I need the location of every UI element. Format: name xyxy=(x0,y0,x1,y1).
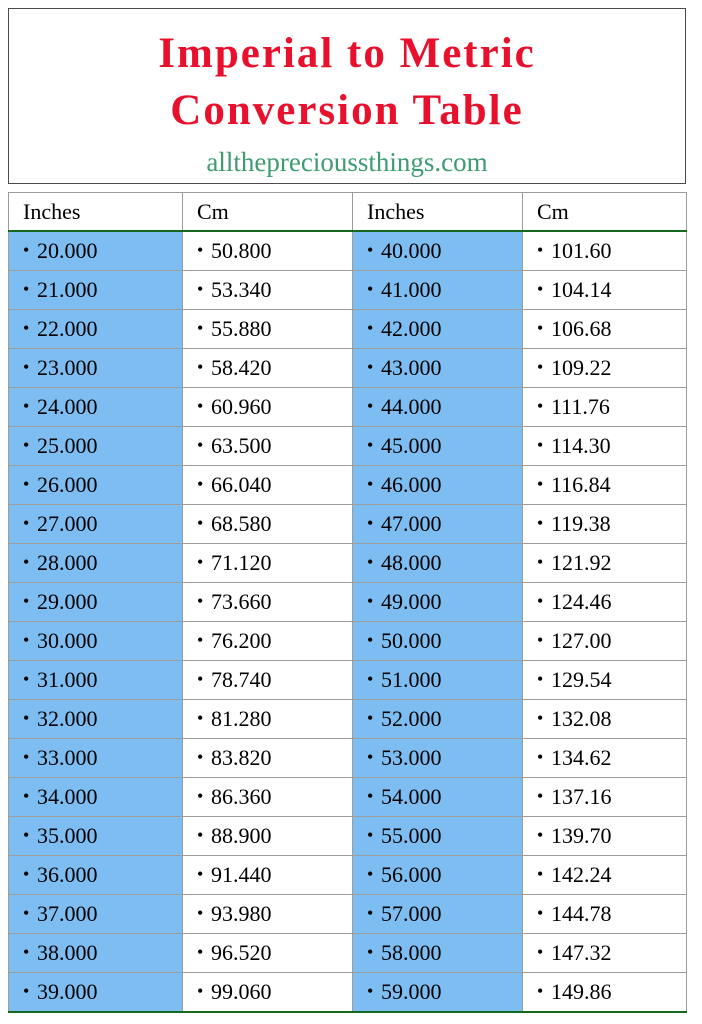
table-cell xyxy=(183,778,353,817)
bullet-icon: • xyxy=(537,513,544,533)
table-cell xyxy=(183,583,353,622)
title-header xyxy=(8,8,686,184)
table-cell xyxy=(183,505,353,544)
bullet-icon: • xyxy=(197,864,204,884)
table-cell xyxy=(9,661,183,700)
bullet-icon: • xyxy=(197,630,204,650)
table-cell xyxy=(9,310,183,349)
table-row xyxy=(9,310,687,349)
conversion-table xyxy=(8,192,687,1013)
cell-value: 54.000 xyxy=(381,784,442,809)
bullet-icon: • xyxy=(23,825,30,845)
table-cell xyxy=(523,349,687,388)
table-cell xyxy=(353,973,523,1013)
bullet-icon: • xyxy=(367,396,374,416)
table-cell xyxy=(9,700,183,739)
bullet-icon: • xyxy=(537,552,544,572)
bullet-icon: • xyxy=(367,708,374,728)
table-cell xyxy=(9,739,183,778)
table-cell xyxy=(183,700,353,739)
cell-value: 39.000 xyxy=(37,979,98,1004)
table-cell xyxy=(523,505,687,544)
table-cell xyxy=(9,778,183,817)
table-cell xyxy=(523,700,687,739)
table-cell xyxy=(353,310,523,349)
cell-value: 132.08 xyxy=(551,706,612,731)
cell-value: 142.24 xyxy=(551,862,612,887)
cell-value: 45.000 xyxy=(381,433,442,458)
table-cell xyxy=(523,466,687,505)
bullet-icon: • xyxy=(23,591,30,611)
cell-value: 25.000 xyxy=(37,433,98,458)
bullet-icon: • xyxy=(537,942,544,962)
table-cell xyxy=(183,895,353,934)
cell-value: 58.000 xyxy=(381,940,442,965)
cell-value: 20.000 xyxy=(37,238,98,263)
table-row xyxy=(9,856,687,895)
table-cell xyxy=(353,661,523,700)
bullet-icon: • xyxy=(367,318,374,338)
cell-value: 58.420 xyxy=(211,355,272,380)
table-cell xyxy=(523,544,687,583)
table-cell xyxy=(9,271,183,310)
bullet-icon: • xyxy=(537,786,544,806)
bullet-icon: • xyxy=(367,240,374,260)
cell-value: 137.16 xyxy=(551,784,612,809)
cell-value: 116.84 xyxy=(551,472,611,497)
table-row xyxy=(9,271,687,310)
cell-value: 47.000 xyxy=(381,511,442,536)
table-cell xyxy=(523,934,687,973)
bullet-icon: • xyxy=(197,318,204,338)
cell-value: 96.520 xyxy=(211,940,272,965)
bullet-icon: • xyxy=(197,591,204,611)
table-cell xyxy=(353,895,523,934)
cell-value: 127.00 xyxy=(551,628,612,653)
page-title-line-1 xyxy=(9,31,685,76)
table-row xyxy=(9,466,687,505)
table-cell xyxy=(9,349,183,388)
table-cell xyxy=(523,661,687,700)
bullet-icon: • xyxy=(537,825,544,845)
column-header-inches-2: Inches xyxy=(353,193,523,232)
table-cell xyxy=(9,817,183,856)
bullet-icon: • xyxy=(197,240,204,260)
table-cell xyxy=(183,349,353,388)
bullet-icon: • xyxy=(367,786,374,806)
table-cell xyxy=(9,856,183,895)
table-cell xyxy=(353,427,523,466)
table-cell xyxy=(183,271,353,310)
bullet-icon: • xyxy=(537,981,544,1001)
bullet-icon: • xyxy=(537,240,544,260)
cell-value: 32.000 xyxy=(37,706,98,731)
table-cell xyxy=(353,856,523,895)
table-cell xyxy=(9,544,183,583)
cell-value: 57.000 xyxy=(381,901,442,926)
bullet-icon: • xyxy=(197,669,204,689)
bullet-icon: • xyxy=(23,357,30,377)
cell-value: 104.14 xyxy=(551,277,612,302)
table-cell xyxy=(183,622,353,661)
cell-value: 60.960 xyxy=(211,394,272,419)
bullet-icon: • xyxy=(537,591,544,611)
bullet-icon: • xyxy=(537,669,544,689)
bullet-icon: • xyxy=(23,942,30,962)
bullet-icon: • xyxy=(537,474,544,494)
bullet-icon: • xyxy=(23,630,30,650)
cell-value: 35.000 xyxy=(37,823,98,848)
table-cell xyxy=(353,739,523,778)
table-cell xyxy=(353,388,523,427)
table-cell xyxy=(353,778,523,817)
bullet-icon: • xyxy=(23,279,30,299)
cell-value: 91.440 xyxy=(211,862,272,887)
bullet-icon: • xyxy=(537,279,544,299)
bullet-icon: • xyxy=(367,552,374,572)
bullet-icon: • xyxy=(537,747,544,767)
table-cell xyxy=(183,934,353,973)
bullet-icon: • xyxy=(197,825,204,845)
bullet-icon: • xyxy=(537,357,544,377)
table-cell xyxy=(353,349,523,388)
cell-value: 24.000 xyxy=(37,394,98,419)
cell-value: 22.000 xyxy=(37,316,98,341)
cell-value: 73.660 xyxy=(211,589,272,614)
cell-value: 124.46 xyxy=(551,589,612,614)
cell-value: 144.78 xyxy=(551,901,612,926)
cell-value: 34.000 xyxy=(37,784,98,809)
table-row xyxy=(9,388,687,427)
cell-value: 49.000 xyxy=(381,589,442,614)
bullet-icon: • xyxy=(537,435,544,455)
cell-value: 50.800 xyxy=(211,238,272,263)
cell-value: 48.000 xyxy=(381,550,442,575)
table-cell xyxy=(523,310,687,349)
table-row xyxy=(9,505,687,544)
bullet-icon: • xyxy=(197,357,204,377)
column-header-cm-1: Cm xyxy=(183,193,353,232)
cell-value: 134.62 xyxy=(551,745,612,770)
table-cell xyxy=(9,231,183,271)
cell-value: 81.280 xyxy=(211,706,272,731)
table-cell xyxy=(353,231,523,271)
cell-value: 28.000 xyxy=(37,550,98,575)
table-cell xyxy=(523,583,687,622)
table-cell xyxy=(9,583,183,622)
cell-value: 109.22 xyxy=(551,355,612,380)
table-row xyxy=(9,739,687,778)
table-cell xyxy=(9,388,183,427)
table-cell xyxy=(183,388,353,427)
bullet-icon: • xyxy=(537,903,544,923)
table-cell xyxy=(183,427,353,466)
table-cell xyxy=(183,973,353,1013)
table-cell xyxy=(9,622,183,661)
table-cell xyxy=(9,934,183,973)
cell-value: 31.000 xyxy=(37,667,98,692)
table-row xyxy=(9,778,687,817)
cell-value: 78.740 xyxy=(211,667,272,692)
table-cell xyxy=(523,271,687,310)
cell-value: 119.38 xyxy=(551,511,611,536)
bullet-icon: • xyxy=(367,513,374,533)
cell-value: 101.60 xyxy=(551,238,612,263)
column-header-cm-2: Cm xyxy=(523,193,687,232)
bullet-icon: • xyxy=(367,357,374,377)
bullet-icon: • xyxy=(367,630,374,650)
table-cell xyxy=(353,622,523,661)
bullet-icon: • xyxy=(23,864,30,884)
cell-value: 37.000 xyxy=(37,901,98,926)
cell-value: 51.000 xyxy=(381,667,442,692)
table-cell xyxy=(183,310,353,349)
bullet-icon: • xyxy=(367,825,374,845)
bullet-icon: • xyxy=(23,474,30,494)
bullet-icon: • xyxy=(197,942,204,962)
table-row xyxy=(9,349,687,388)
table-cell xyxy=(523,427,687,466)
cell-value: 40.000 xyxy=(381,238,442,263)
bullet-icon: • xyxy=(367,864,374,884)
bullet-icon: • xyxy=(537,630,544,650)
table-cell xyxy=(523,388,687,427)
cell-value: 93.980 xyxy=(211,901,272,926)
watermark-text: alltheprecioussthings.com xyxy=(206,147,488,178)
table-cell xyxy=(183,231,353,271)
table-cell xyxy=(353,271,523,310)
table-row xyxy=(9,427,687,466)
bullet-icon: • xyxy=(23,513,30,533)
table-cell xyxy=(9,466,183,505)
bullet-icon: • xyxy=(23,786,30,806)
cell-value: 53.000 xyxy=(381,745,442,770)
bullet-icon: • xyxy=(197,435,204,455)
cell-value: 29.000 xyxy=(37,589,98,614)
cell-value: 41.000 xyxy=(381,277,442,302)
bullet-icon: • xyxy=(197,552,204,572)
bullet-icon: • xyxy=(23,318,30,338)
cell-value: 53.340 xyxy=(211,277,272,302)
cell-value: 46.000 xyxy=(381,472,442,497)
bullet-icon: • xyxy=(367,474,374,494)
bullet-icon: • xyxy=(197,396,204,416)
cell-value: 56.000 xyxy=(381,862,442,887)
table-cell xyxy=(9,427,183,466)
table-cell xyxy=(523,817,687,856)
bullet-icon: • xyxy=(197,747,204,767)
table-cell xyxy=(183,817,353,856)
bullet-icon: • xyxy=(367,279,374,299)
cell-value: 88.900 xyxy=(211,823,272,848)
table-row xyxy=(9,895,687,934)
cell-value: 63.500 xyxy=(211,433,272,458)
table-cell xyxy=(353,505,523,544)
cell-value: 139.70 xyxy=(551,823,612,848)
cell-value: 147.32 xyxy=(551,940,612,965)
cell-value: 42.000 xyxy=(381,316,442,341)
cell-value: 149.86 xyxy=(551,979,612,1004)
cell-value: 50.000 xyxy=(381,628,442,653)
cell-value: 86.360 xyxy=(211,784,272,809)
table-cell xyxy=(183,544,353,583)
table-row xyxy=(9,661,687,700)
bullet-icon: • xyxy=(23,747,30,767)
bullet-icon: • xyxy=(367,942,374,962)
table-cell xyxy=(183,466,353,505)
table-cell xyxy=(353,700,523,739)
conversion-table-wrap xyxy=(8,192,686,1013)
cell-value: 23.000 xyxy=(37,355,98,380)
table-cell xyxy=(9,895,183,934)
cell-value: 121.92 xyxy=(551,550,612,575)
cell-value: 21.000 xyxy=(37,277,98,302)
table-cell xyxy=(353,466,523,505)
bullet-icon: • xyxy=(537,396,544,416)
bullet-icon: • xyxy=(537,864,544,884)
bullet-icon: • xyxy=(197,786,204,806)
table-body xyxy=(9,231,687,1012)
cell-value: 71.120 xyxy=(211,550,272,575)
bullet-icon: • xyxy=(23,396,30,416)
table-cell xyxy=(523,856,687,895)
bullet-icon: • xyxy=(197,513,204,533)
cell-value: 52.000 xyxy=(381,706,442,731)
table-row xyxy=(9,934,687,973)
bullet-icon: • xyxy=(197,708,204,728)
table-cell xyxy=(523,231,687,271)
bullet-icon: • xyxy=(197,279,204,299)
cell-value: 99.060 xyxy=(211,979,272,1004)
cell-value: 30.000 xyxy=(37,628,98,653)
bullet-icon: • xyxy=(367,981,374,1001)
table-row xyxy=(9,700,687,739)
table-cell xyxy=(183,739,353,778)
bullet-icon: • xyxy=(367,591,374,611)
cell-value: 76.200 xyxy=(211,628,272,653)
cell-value: 111.76 xyxy=(551,394,610,419)
page-title-line-2 xyxy=(9,88,685,133)
bullet-icon: • xyxy=(23,435,30,455)
cell-value: 43.000 xyxy=(381,355,442,380)
title-line-2-text: Conversion Table xyxy=(170,87,524,135)
cell-value: 27.000 xyxy=(37,511,98,536)
cell-value: 55.880 xyxy=(211,316,272,341)
cell-value: 26.000 xyxy=(37,472,98,497)
bullet-icon: • xyxy=(23,708,30,728)
table-row xyxy=(9,231,687,271)
cell-value: 83.820 xyxy=(211,745,272,770)
cell-value: 44.000 xyxy=(381,394,442,419)
table-cell xyxy=(523,778,687,817)
bullet-icon: • xyxy=(367,903,374,923)
table-row xyxy=(9,544,687,583)
bullet-icon: • xyxy=(537,708,544,728)
cell-value: 33.000 xyxy=(37,745,98,770)
table-cell xyxy=(9,973,183,1013)
cell-value: 66.040 xyxy=(211,472,272,497)
table-row xyxy=(9,583,687,622)
title-line-1-text: Imperial to Metric xyxy=(158,30,536,77)
cell-value: 59.000 xyxy=(381,979,442,1004)
table-cell xyxy=(353,817,523,856)
table-cell xyxy=(523,622,687,661)
table-cell xyxy=(353,544,523,583)
bullet-icon: • xyxy=(197,981,204,1001)
table-cell xyxy=(183,856,353,895)
cell-value: 114.30 xyxy=(551,433,611,458)
table-header-row xyxy=(9,193,687,232)
bullet-icon: • xyxy=(23,552,30,572)
table-cell xyxy=(9,505,183,544)
bullet-icon: • xyxy=(23,669,30,689)
bullet-icon: • xyxy=(23,903,30,923)
bullet-icon: • xyxy=(197,474,204,494)
cell-value: 106.68 xyxy=(551,316,612,341)
cell-value: 36.000 xyxy=(37,862,98,887)
table-row xyxy=(9,817,687,856)
table-cell xyxy=(353,934,523,973)
table-cell xyxy=(523,739,687,778)
table-cell xyxy=(523,973,687,1013)
table-cell xyxy=(523,895,687,934)
table-cell xyxy=(183,661,353,700)
cell-value: 38.000 xyxy=(37,940,98,965)
cell-value: 68.580 xyxy=(211,511,272,536)
cell-value: 55.000 xyxy=(381,823,442,848)
cell-value: 129.54 xyxy=(551,667,612,692)
bullet-icon: • xyxy=(537,318,544,338)
bullet-icon: • xyxy=(23,240,30,260)
bullet-icon: • xyxy=(23,981,30,1001)
bullet-icon: • xyxy=(367,747,374,767)
column-header-inches-1: Inches xyxy=(9,193,183,232)
table-row xyxy=(9,622,687,661)
table-row xyxy=(9,973,687,1013)
bullet-icon: • xyxy=(367,669,374,689)
table-cell xyxy=(353,583,523,622)
bullet-icon: • xyxy=(197,903,204,923)
bullet-icon: • xyxy=(367,435,374,455)
